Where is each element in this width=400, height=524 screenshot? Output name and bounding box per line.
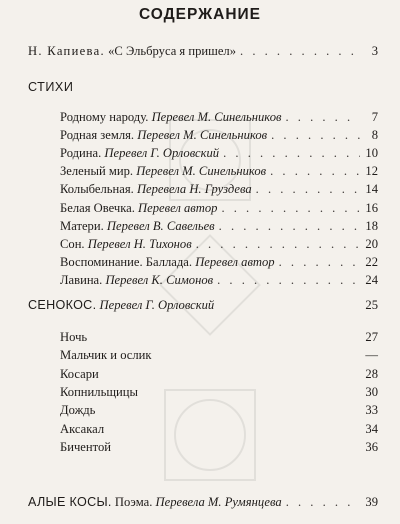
entry-page: 12: [365, 164, 378, 179]
entry-title: Мальчик и ослик: [60, 348, 152, 363]
entry-page: 18: [365, 218, 378, 233]
leader-dots: [271, 128, 360, 143]
page-title: СОДЕРЖАНИЕ: [138, 6, 262, 23]
entry-page: 30: [365, 384, 378, 399]
entry-translator: Перевел М. Синельников: [136, 164, 267, 179]
entry-page: —: [365, 348, 378, 363]
toc-entry: [60, 237, 378, 252]
entry-title: Копнильщицы: [60, 384, 138, 399]
entry-page: 36: [365, 439, 378, 454]
intro-page: 3: [371, 44, 378, 58]
entry-page: 8: [371, 128, 378, 143]
senokos-page: 25: [365, 298, 378, 312]
senokos-translator: Перевел Г. Орловский: [99, 298, 215, 312]
entry-title: Родная земля.: [60, 128, 135, 143]
toc-entry: [60, 255, 378, 270]
toc-entry: [60, 201, 378, 216]
toc-entry-alye-kosy: [28, 495, 378, 510]
entry-page: 16: [365, 200, 378, 215]
toc-entry: [60, 128, 378, 143]
entry-title: Зеленый мир.: [60, 164, 134, 179]
leader-dots: [240, 44, 360, 59]
toc-subentry: [60, 440, 378, 455]
entry-page: 14: [365, 182, 378, 197]
leader-dots: [223, 146, 360, 161]
entry-page: 34: [365, 421, 378, 436]
entry-translator: Перевел М. Синельников: [137, 128, 268, 143]
leader-dots: [285, 110, 360, 125]
entry-page: 7: [371, 110, 378, 124]
leader-dots: [221, 201, 360, 216]
entry-page: 24: [365, 272, 378, 287]
toc-entry: [60, 219, 378, 234]
toc-entry: [60, 182, 378, 197]
entry-title: Родина.: [60, 146, 102, 161]
entry-page: 33: [365, 403, 378, 418]
entry-translator: Перевел Н. Тихонов: [87, 236, 192, 251]
leader-dots: [279, 255, 360, 270]
toc-entry-intro: [28, 44, 378, 59]
entry-translator: Перевел К. Симонов: [105, 272, 214, 287]
alye-kosy-translator: Перевела М. Румянцева: [155, 495, 282, 509]
toc-entry-senokos: [28, 298, 378, 313]
entry-translator: Перевел автор: [195, 254, 275, 269]
leader-dots: [196, 237, 360, 252]
toc-subentry: [60, 330, 378, 345]
toc-subentry: [60, 367, 378, 382]
leader-dots: [217, 273, 360, 288]
entry-translator: Перевел автор: [138, 200, 218, 215]
toc-subentry: [60, 348, 378, 363]
entry-title: Косари: [60, 366, 99, 381]
toc-entry: [60, 146, 378, 161]
alye-kosy-page: 39: [365, 495, 378, 509]
toc-subentry: [60, 422, 378, 437]
entry-page: 20: [365, 236, 378, 251]
section-label-stikhi: СТИХИ: [28, 80, 74, 94]
leader-dots: [286, 495, 360, 510]
senokos-label: СЕНОКОС.: [28, 298, 97, 312]
intro-title: «С Эльбруса я пришел»: [108, 44, 237, 58]
entry-translator: Перевел М. Синельников: [151, 110, 282, 124]
entry-title: Аксакал: [60, 421, 105, 436]
entry-translator: Перевел Г. Орловский: [104, 146, 220, 161]
toc-entry: [60, 164, 378, 179]
entry-title: Колыбельная.: [60, 182, 134, 197]
alye-kosy-subtitle: Поэма.: [114, 495, 153, 509]
toc-subentry: [60, 403, 378, 418]
entry-title: Матери.: [60, 218, 104, 233]
entry-title: Ночь: [60, 330, 88, 344]
entry-title: Бичентой: [60, 439, 112, 454]
alye-kosy-label: АЛЫЕ КОСЫ.: [28, 495, 112, 509]
entry-page: 10: [365, 146, 378, 161]
entry-title: Лавина.: [60, 272, 103, 287]
leader-dots: [256, 182, 360, 197]
entry-page: 28: [365, 366, 378, 381]
entry-translator: Перевела Н. Груздева: [136, 182, 252, 197]
entry-translator: Перевел В. Савельев: [106, 218, 215, 233]
entry-title: Родному народу.: [60, 110, 149, 124]
entry-title: Воспоминание. Баллада.: [60, 254, 193, 269]
entry-page: 27: [365, 330, 378, 344]
toc-entry: [60, 110, 378, 125]
toc-entry: [60, 273, 378, 288]
entry-title: Белая Овечка.: [60, 200, 135, 215]
leader-dots: [270, 164, 360, 179]
toc-subentry: [60, 385, 378, 400]
entry-title: Сон.: [60, 236, 85, 251]
leader-dots: [219, 219, 360, 234]
intro-author: Н. Капиева.: [28, 44, 105, 58]
entry-page: 22: [365, 254, 378, 269]
entry-title: Дождь: [60, 403, 96, 418]
